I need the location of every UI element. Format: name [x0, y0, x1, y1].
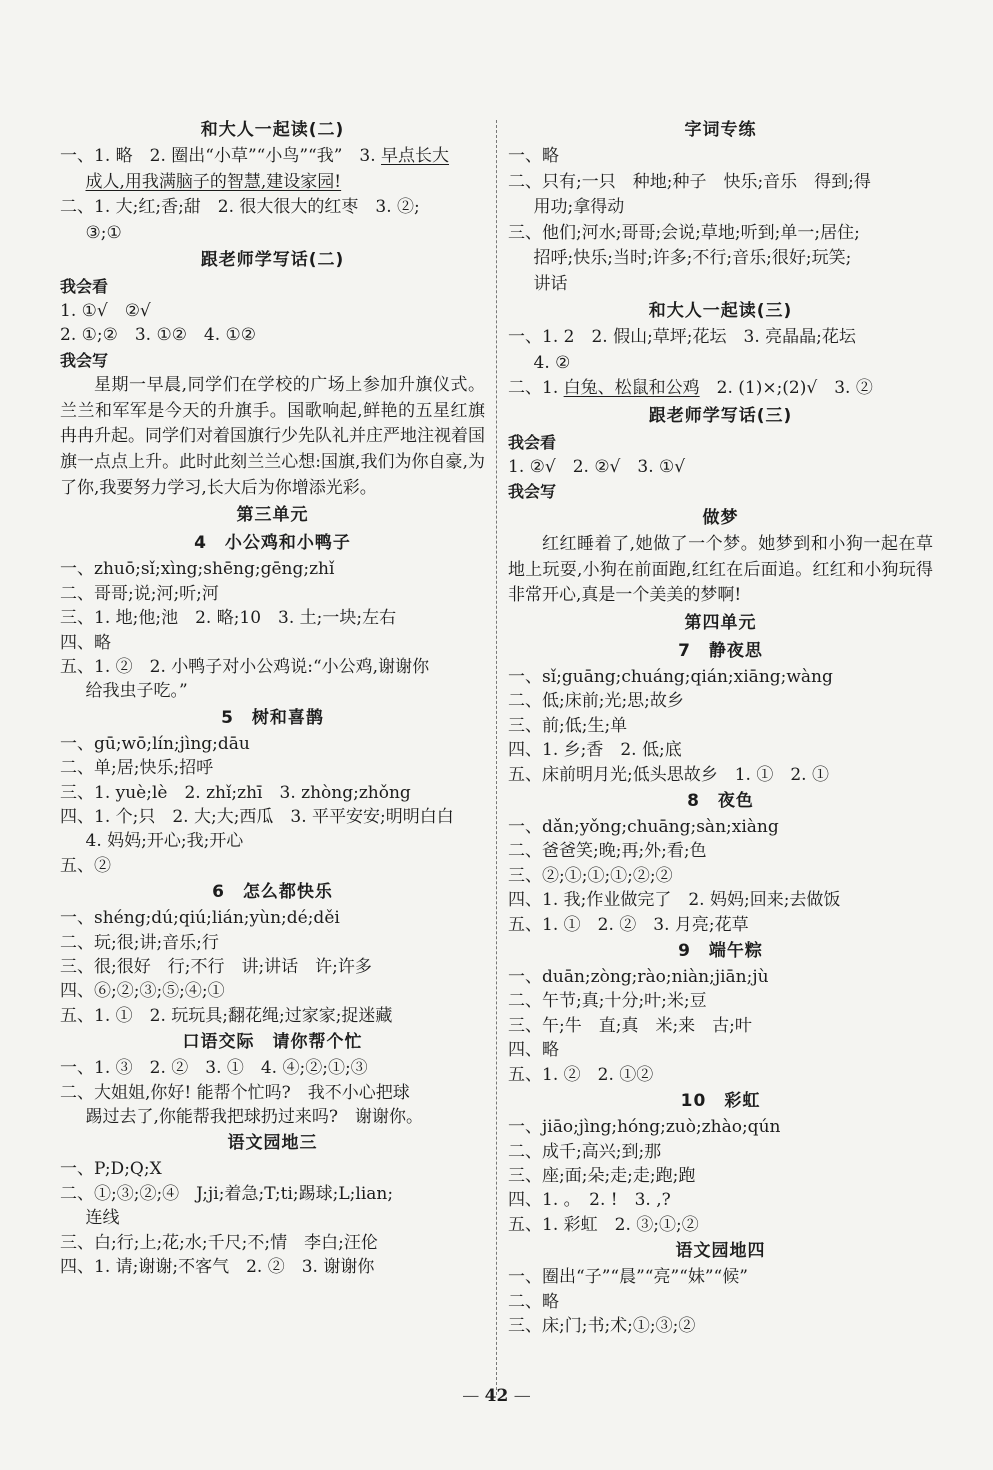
answer-line: 用功;拿得动	[533, 197, 625, 217]
answer-line: 三、他们;河水;哥哥;会说;草地;听到;单一;居住;	[508, 222, 860, 243]
unit-title: 第四单元	[684, 613, 757, 634]
lesson-title: 10 彩虹	[680, 1091, 761, 1112]
answer-line: 给我虫子吃。”	[85, 681, 188, 702]
answer-line: 二、1. 大;红;香;甜 2. 很大很大的红枣 3. ②;	[60, 197, 420, 217]
section-title: 跟老师学写话(二)	[200, 250, 345, 270]
answer-line: 五、1. ① 2. 玩玩具;翻花绳;过家家;捉迷藏	[60, 1005, 393, 1026]
answer-line: 一、圈出“子”“晨”“亮”“妹”“候”	[508, 1267, 748, 1288]
section-title: 和大人一起读(二)	[200, 120, 345, 140]
answer-line: 五、1. ② 2. 小鸭子对小公鸡说:“小公鸡,谢谢你	[60, 656, 430, 677]
answer-line: 三、②;①;①;①;②;②	[508, 865, 673, 886]
section-title: 口语交际 请你帮个忙	[182, 1032, 363, 1053]
lesson-title: 6 怎么都快乐	[212, 882, 333, 903]
answer-line: 招呼;快乐;当时;许多;不行;音乐;很好;玩笑;	[533, 248, 852, 268]
answer-line: 二、略	[508, 1291, 559, 1312]
answer-line: ③;①	[85, 222, 122, 243]
answer-line: 一、略	[508, 146, 559, 166]
answer-line: 二、玩;很;讲;音乐;行	[60, 932, 219, 953]
subsection-label: 我会看	[60, 277, 109, 296]
answer-line: 二、只有;一只 种地;种子 快乐;音乐 得到;得	[508, 171, 871, 192]
answer-line: 一、duān;zòng;rào;niàn;jiān;jù	[508, 967, 769, 988]
answer-line: 五、1. ① 2. ② 3. 月亮;花草	[508, 914, 749, 935]
lesson-title: 4 小公鸡和小鸭子	[194, 533, 351, 554]
answer-line: 三、座;面;朵;走;走;跑;跑	[508, 1165, 696, 1186]
answer-line: 成人,用我满脑子的智慧,建设家园!	[85, 171, 342, 192]
section-title: 跟老师学写话(三)	[648, 405, 793, 426]
answer-line: 4. 妈妈;开心;我;开心	[85, 831, 244, 852]
answer-line: 二、午节;真;十分;叶;米;豆	[508, 991, 707, 1012]
answer-line: 三、前;低;生;单	[508, 715, 628, 736]
answer-line: 四、1. 请;谢谢;不客气 2. ② 3. 谢谢你	[60, 1257, 375, 1278]
subsection-label: 我会写	[60, 350, 109, 370]
page-number: — 42 —	[0, 1386, 993, 1406]
answer-line: 四、1. 个;只 2. 大;大;西瓜 3. 平平安安;明明白白	[60, 806, 454, 827]
answer-line: 一、dǎn;yǒng;chuāng;sàn;xiàng	[508, 817, 779, 838]
answer-line: 一、sǐ;guāng;chuáng;qián;xiāng;wàng	[508, 667, 833, 688]
answer-line: 一、shéng;dú;qiú;lián;yùn;dé;děi	[60, 908, 340, 929]
answer-line: 一、jiāo;jìng;hóng;zuò;zhào;qún	[508, 1117, 781, 1138]
answer-line: 一、P;D;Q;X	[60, 1159, 162, 1180]
writing-paragraph: 红红睡着了,她做了一个梦。她梦到和小狗一起在草地上玩耍,小狗在前面跑,红红在后面追。红红和小狗玩得非常开心,真是一个美美的梦啊!	[508, 533, 933, 606]
subsection-label: 我会写	[508, 481, 557, 501]
lesson-title: 9 端午粽	[678, 941, 763, 962]
answer-line: 五、②	[60, 855, 111, 876]
answer-line: 二、大姐姐,你好! 能帮个忙吗? 我不小心把球	[60, 1082, 410, 1103]
answer-line: 踢过去了,你能帮我把球扔过来吗? 谢谢你。	[85, 1107, 424, 1128]
unit-title: 第三单元	[236, 505, 309, 526]
answer-line: 二、①;③;②;④ J;ji;着急;T;ti;踢球;L;lian;	[60, 1183, 394, 1204]
answer-line: 二、1. 白兔、松鼠和公鸡 2. (1)×;(2)√ 3. ②	[508, 378, 873, 398]
answer-line: 三、1. yuè;lè 2. zhǐ;zhī 3. zhòng;zhǒng	[60, 782, 411, 803]
answer-line: 二、单;居;快乐;招呼	[60, 758, 214, 779]
answer-line: 2. ①;② 3. ①② 4. ①②	[60, 325, 257, 346]
answer-line: 五、床前明月光;低头思故乡 1. ① 2. ①	[508, 764, 829, 785]
answer-line: 一、1. 略 2. 圈出“小草”“小鸟”“我” 3. 早点长大	[60, 146, 450, 166]
answer-line: 四、略	[508, 1040, 559, 1061]
answer-line: 五、1. 彩虹 2. ③;①;②	[508, 1214, 699, 1235]
answer-line: 四、⑥;②;③;⑤;④;①	[60, 981, 225, 1002]
lesson-title: 5 树和喜鹊	[221, 707, 324, 728]
section-title: 语文园地四	[675, 1241, 766, 1262]
answer-line: 一、zhuō;sǐ;xìng;shēng;gēng;zhǐ	[60, 559, 335, 580]
answer-line: 1. ②√ 2. ②√ 3. ①√	[508, 456, 686, 477]
answer-line: 连线	[85, 1208, 120, 1229]
section-title: 语文园地三	[227, 1133, 318, 1154]
answer-line: 二、低;床前;光;思;故乡	[508, 691, 684, 712]
answer-line: 三、1. 地;他;池 2. 略;10 3. 土;一块;左右	[60, 608, 397, 629]
answer-line: 一、gū;wō;lín;jìng;dāu	[60, 733, 250, 754]
column-divider	[496, 120, 497, 1395]
answer-line: 五、1. ② 2. ①②	[508, 1064, 654, 1085]
answer-line: 二、哥哥;说;河;听;河	[60, 583, 219, 604]
right-column	[508, 116, 933, 1338]
subsection-label: 我会看	[508, 432, 557, 452]
answer-line: 三、很;很好 行;不行 讲;讲话 许;许多	[60, 957, 372, 978]
answer-line: 二、爸爸笑;晚;再;外;看;色	[508, 841, 707, 862]
section-title: 字词专练	[684, 120, 757, 140]
answer-line: 四、1. 。 2. ! 3. ,?	[508, 1190, 671, 1211]
answer-line: 讲话	[533, 273, 568, 294]
essay-title: 做梦	[702, 507, 739, 528]
answer-line: 一、1. ③ 2. ② 3. ① 4. ④;②;①;③	[60, 1058, 368, 1079]
answer-line: 四、略	[60, 632, 111, 653]
answer-line: 三、午;牛 直;真 米;来 古;叶	[508, 1015, 752, 1036]
answer-line: 1. ①√ ②√	[60, 301, 151, 321]
lesson-title: 8 夜色	[687, 791, 754, 812]
answer-line: 三、床;门;书;术;①;③;②	[508, 1315, 696, 1336]
lesson-title: 7 静夜思	[678, 641, 763, 662]
answer-line: 一、1. 2 2. 假山;草坪;花坛 3. 亮晶晶;花坛	[508, 327, 856, 347]
answer-line: 三、白;行;上;花;水;千尺;不;情 李白;汪伦	[60, 1232, 378, 1253]
answer-line: 四、1. 乡;香 2. 低;底	[508, 740, 682, 761]
left-column	[60, 116, 485, 1279]
section-title: 和大人一起读(三)	[648, 301, 793, 321]
answer-line: 4. ②	[533, 352, 571, 373]
writing-paragraph: 星期一早晨,同学们在学校的广场上参加升旗仪式。兰兰和军军是今天的升旗手。国歌响起,鲜艳的五星红旗冉冉升起。同学们对着国旗行少先队礼并庄严地注视着国旗一点点上升。此时此刻兰兰心想:国旗,我们为你自豪,为了你,我要努力学习,长大后为你增添光彩。	[60, 374, 485, 498]
answer-line: 四、1. 我;作业做完了 2. 妈妈;回来;去做饭	[508, 890, 841, 911]
answer-line: 二、成千;高兴;到;那	[508, 1141, 662, 1162]
